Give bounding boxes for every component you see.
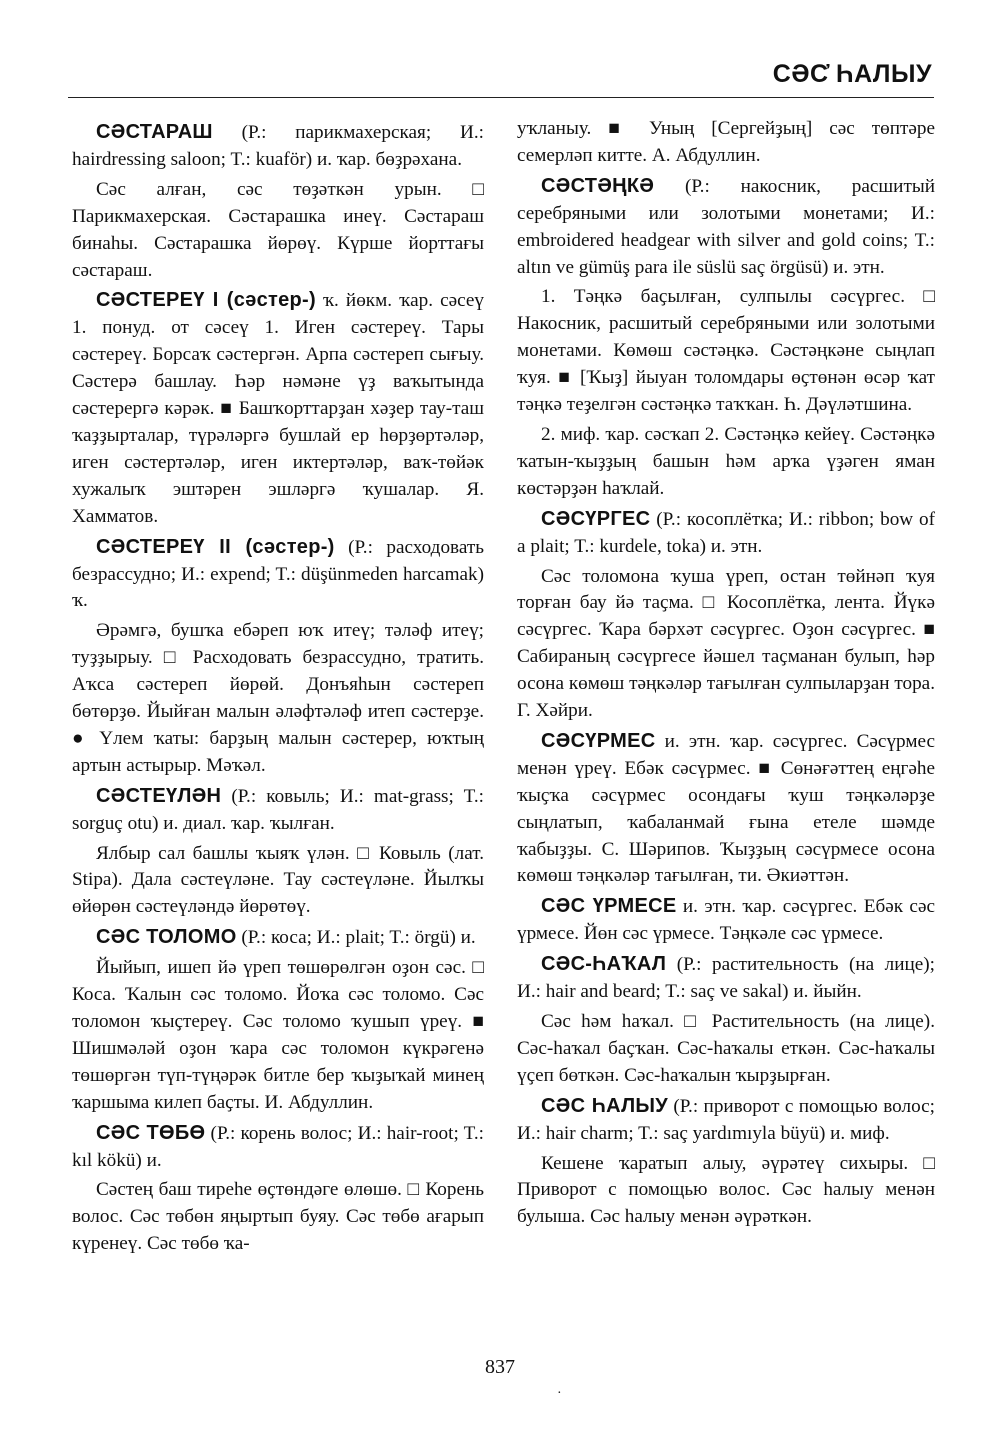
entry-headword: СӘСТЕРЕҮ II (сәстер-)	[96, 535, 335, 558]
entry-headword: СӘС ТОЛОМО	[96, 926, 237, 949]
entry-paragraph: уҡланыу. ■ Уның [Сергейҙың] сәс төптәре семерләп китте. А. Абдуллин.	[517, 118, 935, 166]
entry-paragraph: Ялбыр сал башлы ҡыяҡ үлән. □ Ковыль (лат. Stipa). Дала сәстеүләне. Тау сәстеүләне. Йылҡы өйөрөн сәстеүләндә йөрөтөү.	[72, 842, 484, 918]
entry-paragraph: 1. Тәңкә баҫылған, сулпылы сәсүргес. □ Накосник, расшитый серебряными или золотыми монетами. Көмөш сәстәңкә. Сәстәңкәне сыңлап ҡуя. ■ [Ҡыҙ] йыуан толомдары өҫтөнән өсәр ҡат тәңкә теҙелгән сәстәңкә таҡҡан. Һ. Дәүләтшина.	[517, 286, 935, 416]
dictionary-entry	[517, 728, 935, 890]
left-column	[72, 116, 484, 1258]
dictionary-entry	[517, 506, 935, 561]
entry-headword: СӘСТЕРЕҮ I (сәстер-)	[96, 289, 316, 312]
entry-paragraph: Әрәмгә, бушҡа ебәреп юҡ итеү; тәләф итеү; туҙҙырыу. □ Расходовать безрассудно, тратить. Аҡса сәстереп йөрөй. Донъяһын сәстереп бөтөрҙө. Йыйған малын әләфтәләф итеп сәстерҙе. ● Үлем ҡаты: барҙың малын сәстерер, юҡтың артын астырыр. Мәҡәл.	[72, 620, 484, 776]
entry-headword: СӘСҮРМЕС	[541, 729, 656, 752]
entry-paragraph: 2. миф. ҡар. сәсҡап 2. Сәстәңкә кейеү. Сәстәңкә ҡатын-ҡыҙҙың башын һәм арҡа үҙәген яман көстәрҙән һаҡлай.	[517, 423, 935, 499]
running-head: СӘС҆ ҺАЛЫУ	[772, 60, 932, 88]
dictionary-entry	[72, 534, 484, 616]
dictionary-entry	[517, 1093, 935, 1148]
entry-definition: и. этн. ҡар. сәсүргес. Сәсүрмес менән үреү. Ебәк сәсүрмес. ■ Сөнәғәттең еңгәһе ҡыҫҡа сәсүрмес осондағы ҡуш тәңкәләрҙе сыңлатып, ҡабаланмай ғына етеле шәмде ҡабыҙҙы. С. Шәрипов. Ҡыҙҙың сәсүрмесе осона көмөш тәңкәләр тағылған, ти. Әкиәттән.	[517, 730, 935, 887]
entry-headword: СӘС ТӨБӨ	[96, 1121, 206, 1144]
entry-headword: СӘСТАРАШ	[96, 121, 213, 143]
entry-paragraph: Сәстең баш тиреһе өҫтөндәге өлөшө. □ Корень волос. Сәс төбөн яңыртып буяу. Сәс төбө ағарып күренеү. Сәс төбө ҡа-	[72, 1179, 484, 1255]
dictionary-entry	[72, 924, 484, 952]
entry-paragraph: Кешене ҡаратып алыу, әүрәтеү сихыры. □ Приворот с помощью волос. Сәс һалыу менән булыша. Сәс һалыу менән әүрәткән.	[517, 1152, 935, 1228]
entry-definition: (Р.: косоплётка; И.: ribbon; bow of a plait; T.: kurdele, toka) и. этн.	[517, 508, 935, 557]
dictionary-entry	[517, 173, 935, 282]
entry-definition: (Р.: парикмахерская; И.: hairdressing saloon; T.: kuaför) и. ҡар. бөҙрәхана.	[72, 122, 484, 170]
dictionary-entry	[72, 119, 484, 174]
dictionary-entry	[72, 287, 484, 530]
entry-definition: (Р.: растительность (на лице); И.: hair and beard; T.: saç ve sakal) и. йыйн.	[517, 954, 935, 1003]
dictionary-entry	[517, 951, 935, 1006]
entry-paragraph: Сәс толомона ҡуша үреп, остан төйнәп ҡуя торған бау йә таҫма. □ Косоплётка, лента. Йүкә сәсүргес. Ҡара бәрхәт сәсүргес. Оҙон сәсүргес. ■ Сабираның сәсүргесе йәшел таҫманан булып, һәр осона көмөш тәңкәләр тағылған сулпыларҙан тора. Г. Хәйри.	[517, 565, 935, 722]
entry-paragraph: Сәс алған, сәс төҙәткән урын. □ Парикмахерская. Сәстарашка инеү. Сәстараш бинаһы. Сәстарашка йөрөү. Күрше йорттағы сәстараш.	[72, 178, 484, 281]
entry-headword: СӘСТӘҢКӘ	[541, 174, 655, 197]
entry-definition: и. этн. ҡар. сәсүргес. Ебәк сәс үрмесе. Йөн сәс үрмесе. Тәңкәле сәс үрмесе.	[517, 896, 935, 945]
dictionary-entry	[72, 783, 484, 838]
entry-headword: СӘСТЕҮЛӘН	[96, 784, 222, 807]
footer-dot: ·	[557, 1386, 562, 1401]
entry-definition: (Р.: коса; И.: plait; T.: örgü) и.	[236, 927, 476, 949]
entry-definition: (Р.: ковыль; И.: mat-grass; T.: sorguç otu) и. диал. ҡар. ҡылған.	[72, 785, 484, 834]
entry-paragraph: Йыйып, ишеп йә үреп төшөрөлгән оҙон сәс. □ Коса. Ҡалын сәс толомо. Йоҡа сәс толомо. Сәс толомон ҡыҫтереү. Сәс толомо ҡушып үреү. ■ Шишмәләй оҙон ҡара сәс толомон күкрәгенә төшөргән түп-түңәрәк битле бер ҡыҙыҡай минең ҡаршыма килеп баҫты. И. Абдуллин.	[72, 957, 484, 1113]
entry-definition: (Р.: накосник, расшитый серебряными или золотыми монетами; И.: embroidered headgear with silver and gold coins; T.: altın ve gümüş para ile süslü saç örgüsü) и. этн.	[517, 175, 935, 278]
entry-definition: (Р.: корень волос; И.: hair-root; T.: kıl kökü) и.	[72, 1122, 484, 1171]
entry-headword: СӘСҮРГЕС	[541, 507, 651, 530]
entry-paragraph: Сәс һәм һаҡал. □ Растительность (на лице). Сәс-һаҡал баҫҡан. Сәс-һаҡалы еткән. Сәс-һаҡалы үҫеп бөткән. Сәс-һаҡалын ҡырҙырған.	[517, 1011, 935, 1086]
right-column	[517, 116, 935, 1231]
header-rule	[68, 97, 934, 98]
entry-definition: ҡ. йөкм. ҡар. сәсеү 1. понуд. от сәсеү 1. Иген сәстереү. Тары сәстереү. Борсаҡ сәстергән. Арпа сәстереп сығыу. Сәстерә башлау. Һәр нәмәне үҙ ваҡытында сәстерергә кәрәк. ■ Башҡорттарҙан хәҙер тау-таш ҡаҙҙырталар, түрәләргә бушлай ер һөрҙөртәләр, иген сәстертәләр, иген иктертәләр, ваҡ-төйәк хужалыҡ эштәрен эшләргә ҡушалар. Я. Хамматов.	[72, 290, 484, 527]
entry-headword: СӘС-ҺАҠАЛ	[541, 953, 667, 976]
page-number: 837	[485, 1356, 515, 1378]
entry-definition: (Р.: приворот с помощью волос; И.: hair charm; T.: saç yardımıyla büyü) и. миф.	[517, 1095, 935, 1144]
entry-headword: СӘС ҮРМЕСЕ	[541, 895, 677, 918]
entry-headword: СӘС ҺАЛЫУ	[541, 1094, 669, 1117]
dictionary-entry	[517, 893, 935, 948]
entry-definition: (Р.: расходовать безрассудно; И.: expend; T.: düşünmeden harcamak) ҡ.	[72, 536, 485, 612]
dictionary-entry	[72, 1120, 484, 1175]
